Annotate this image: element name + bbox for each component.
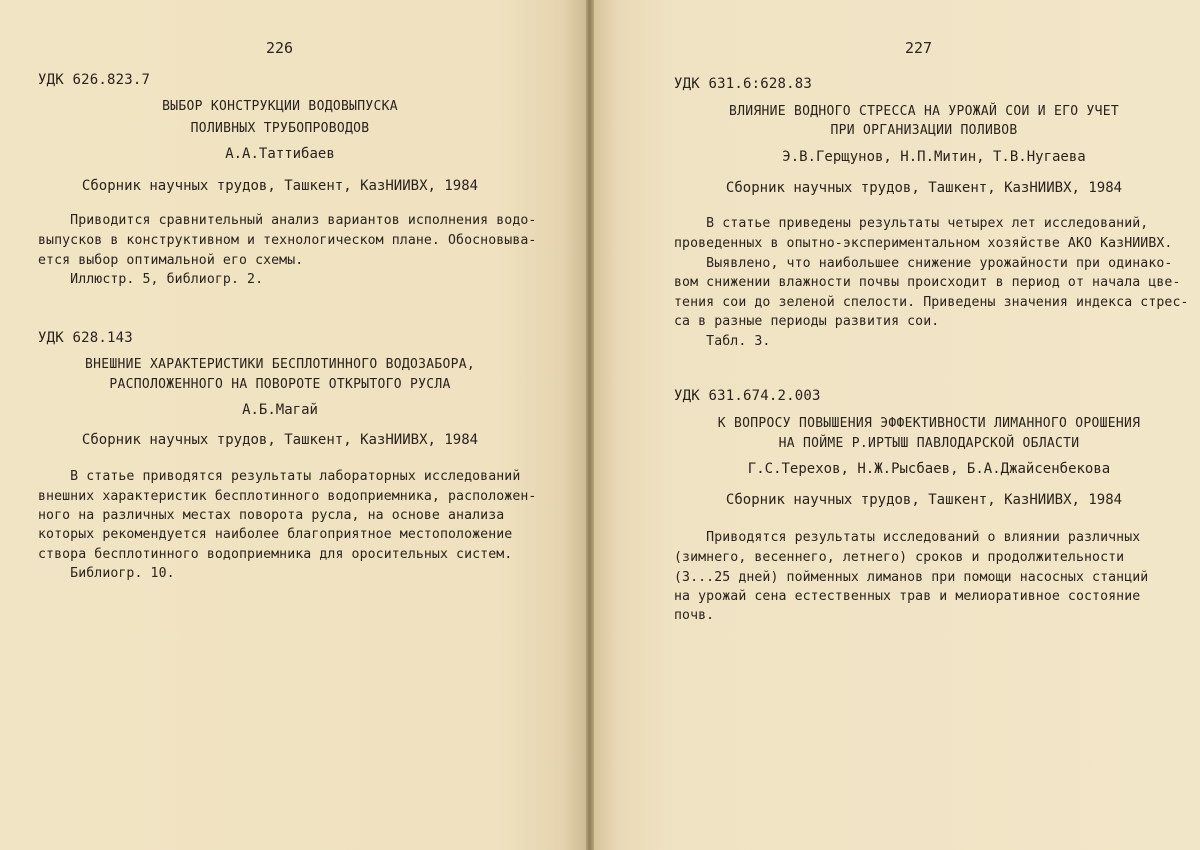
article-source: Сборник научных трудов, Ташкент, КазНИИВХ, 1984: [81, 178, 479, 194]
page-number: 227: [905, 39, 933, 57]
abstract-line: выпусков в конструктивном и технологическом плане. Обосновыва-: [38, 233, 537, 248]
article-authors: Э.В.Герщунов, Н.П.Митин, Т.В.Нугаева: [782, 149, 1086, 165]
abstract-line: вом снижении влажности почвы происходит в период от начала цве-: [674, 275, 1181, 290]
abstract-line: са в разные периоды развития сои.: [674, 314, 940, 329]
article-title: ВНЕШНИЕ ХАРАКТЕРИСТИКИ БЕСПЛОТИННОГО ВОДОЗАБОРА,: [84, 357, 476, 372]
left-page: [0, 0, 586, 850]
abstract-line: В статье приведены результаты четырех лет исследований,: [674, 216, 1149, 231]
book-gutter: [586, 0, 594, 850]
abstract-line: почв.: [674, 608, 715, 623]
udk-code: УДК 631.674.2.003: [674, 388, 821, 404]
abstract-line: тения сои до зеленой спелости. Приведены значения индекса стрес-: [674, 295, 1189, 310]
abstract-line: (3...25 дней) пойменных лиманов при помощи насосных станций: [674, 570, 1149, 585]
abstract-line: Библиогр. 10.: [38, 566, 175, 581]
abstract-line: ного на различных местах поворота русла, на основе анализа: [38, 508, 505, 523]
article-source: Сборник научных трудов, Ташкент, КазНИИВХ, 1984: [725, 180, 1123, 196]
udk-code: УДК 626.823.7: [38, 72, 151, 88]
abstract-line: которых рекомендуется наиболее благоприятное местоположение: [38, 527, 513, 542]
article-authors: А.А.Таттибаев: [225, 146, 335, 162]
udk-code: УДК 631.6:628.83: [674, 76, 813, 92]
abstract-line: на урожай сена естественных трав и мелиоративное состояние: [674, 589, 1141, 604]
udk-code: УДК 628.143: [38, 330, 133, 346]
abstract-line: проведенных в опытно-экспериментальном хозяйстве АКО КазНИИВХ.: [674, 236, 1173, 251]
abstract-line: Приводится сравнительный анализ вариантов исполнения водо-: [38, 213, 537, 228]
abstract-line: (зимнего, весеннего, летнего) сроков и продолжительности: [674, 550, 1125, 565]
article-title: НА ПОЙМЕ Р.ИРТЫШ ПАВЛОДАРСКОЙ ОБЛАСТИ: [778, 436, 1080, 451]
article-authors: А.Б.Магай: [242, 402, 318, 418]
article-title: ВЫБОР КОНСТРУКЦИИ ВОДОВЫПУСКА: [162, 99, 398, 114]
article-title: ВЛИЯНИЕ ВОДНОГО СТРЕССА НА УРОЖАЙ СОИ И ЕГО УЧЕТ: [728, 104, 1120, 119]
article-source: Сборник научных трудов, Ташкент, КазНИИВХ, 1984: [725, 492, 1123, 508]
article-title: РАСПОЛОЖЕННОГО НА ПОВОРОТЕ ОТКРЫТОГО РУСЛА: [109, 377, 451, 392]
article-source: Сборник научных трудов, Ташкент, КазНИИВХ, 1984: [81, 432, 479, 448]
abstract-line: створа бесплотинного водоприемника для оросительных систем.: [38, 547, 513, 562]
article-authors: Г.С.Терехов, Н.Ж.Рысбаев, Б.А.Джайсенбекова: [747, 461, 1111, 477]
abstract-line: Приводятся результаты исследований о влиянии различных: [674, 530, 1141, 545]
abstract-line: В статье приводятся результаты лабораторных исследований: [38, 469, 521, 484]
right-page: [594, 0, 1200, 850]
article-title: ПОЛИВНЫХ ТРУБОПРОВОДОВ: [190, 121, 370, 136]
article-title: ПРИ ОРГАНИЗАЦИИ ПОЛИВОВ: [830, 123, 1018, 138]
abstract-line: ется выбор оптимальной его схемы.: [38, 253, 304, 268]
abstract-line: Табл. 3.: [674, 334, 771, 349]
abstract-line: Выявлено, что наибольшее снижение урожайности при одинако-: [674, 256, 1173, 271]
article-title: К ВОПРОСУ ПОВЫШЕНИЯ ЭФФЕКТИВНОСТИ ЛИМАННОГО ОРОШЕНИЯ: [717, 416, 1141, 431]
abstract-line: Иллюстр. 5, библиогр. 2.: [38, 272, 264, 287]
page-number: 226: [266, 39, 294, 57]
abstract-line: внешних характеристик бесплотинного водоприемника, расположен-: [38, 489, 537, 504]
